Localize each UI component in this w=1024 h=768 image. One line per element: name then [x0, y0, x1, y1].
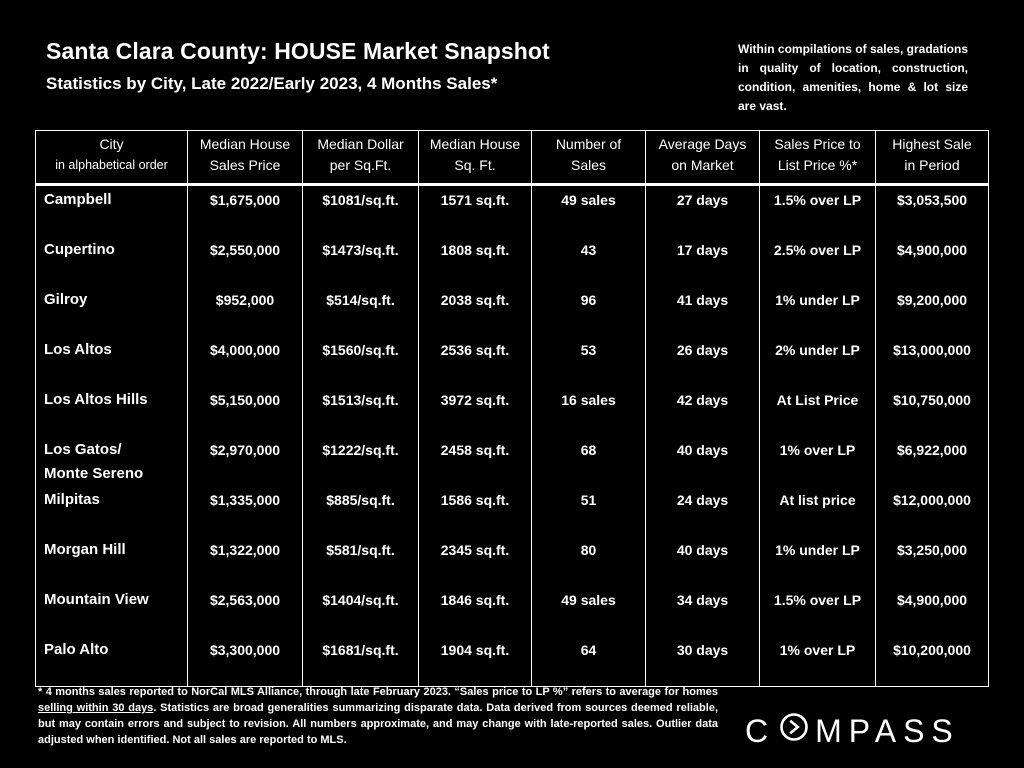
table-row	[36, 636, 989, 687]
column-header-line1: City	[99, 136, 124, 152]
column-header-highest-sale	[876, 131, 989, 185]
median-price-cell: $1,675,000	[188, 185, 303, 237]
highest-sale-cell: $3,053,500	[876, 185, 989, 237]
dollar-per-sqft-cell: $1081/sq.ft.	[303, 185, 419, 237]
table-header-row	[36, 131, 989, 185]
dollar-per-sqft-cell: $1681/sq.ft.	[303, 636, 419, 687]
sales-to-list-cell: 1.5% over LP	[760, 185, 876, 237]
days-on-market-cell: 34 days	[646, 586, 760, 636]
sales-to-list-cell: 1.5% over LP	[760, 586, 876, 636]
dollar-per-sqft-cell: $514/sq.ft.	[303, 286, 419, 336]
logo-text-start: C	[745, 712, 776, 749]
dollar-per-sqft-cell: $1404/sq.ft.	[303, 586, 419, 636]
days-on-market-cell: 27 days	[646, 185, 760, 237]
dollar-per-sqft-cell: $885/sq.ft.	[303, 486, 419, 536]
median-sqft-cell: 1846 sq.ft.	[419, 586, 532, 636]
city-cell	[36, 286, 188, 336]
days-on-market-cell: 26 days	[646, 336, 760, 386]
table-row	[36, 486, 989, 536]
highest-sale-cell: $6,922,000	[876, 436, 989, 486]
city-name: Los Altos Hills	[44, 391, 148, 408]
days-on-market-cell: 17 days	[646, 236, 760, 286]
table-row	[36, 236, 989, 286]
highest-sale-cell: $9,200,000	[876, 286, 989, 336]
table-row	[36, 536, 989, 586]
median-sqft-cell: 1586 sq.ft.	[419, 486, 532, 536]
city-name: Morgan Hill	[44, 541, 126, 558]
highest-sale-cell: $13,000,000	[876, 336, 989, 386]
column-header-days-on-market	[646, 131, 760, 185]
table-row	[36, 286, 989, 336]
column-header-sales-to-list	[760, 131, 876, 185]
column-header-line2: Sales Price	[209, 157, 281, 173]
table-row	[36, 586, 989, 636]
dollar-per-sqft-cell: $1222/sq.ft.	[303, 436, 419, 486]
sales-to-list-cell: 2.5% over LP	[760, 236, 876, 286]
city-cell	[36, 336, 188, 386]
median-price-cell: $2,550,000	[188, 236, 303, 286]
column-header-line2: in Period	[904, 157, 960, 173]
sales-to-list-cell: 1% under LP	[760, 286, 876, 336]
compass-o-icon	[779, 712, 809, 750]
column-header-city	[36, 131, 188, 185]
column-header-line2: List Price %*	[777, 157, 858, 173]
median-sqft-cell: 1571 sq.ft.	[419, 185, 532, 237]
days-on-market-cell: 42 days	[646, 386, 760, 436]
dollar-per-sqft-cell: $581/sq.ft.	[303, 536, 419, 586]
city-cell	[36, 386, 188, 436]
column-header-line1: Average Days	[658, 136, 747, 152]
highest-sale-cell: $3,250,000	[876, 536, 989, 586]
city-name-line2: Monte Sereno	[44, 465, 144, 482]
table-row	[36, 185, 989, 237]
number-of-sales-cell: 68	[532, 436, 646, 486]
median-price-cell: $1,335,000	[188, 486, 303, 536]
days-on-market-cell: 41 days	[646, 286, 760, 336]
table-row	[36, 336, 989, 386]
footnote-text-continued: . Statistics are broad generalities summarizing disparate data. Data derived from sources deemed reliable, but may contain errors and subject to revision. All numbers approximate, and may change with late-reported sales. Outlier data adjusted when identified. Not all sales are reported to MLS.	[38, 702, 719, 746]
median-price-cell: $952,000	[188, 286, 303, 336]
sales-to-list-cell: 1% under LP	[760, 536, 876, 586]
median-sqft-cell: 2536 sq.ft.	[419, 336, 532, 386]
number-of-sales-cell: 43	[532, 236, 646, 286]
column-header-line1: Number of	[555, 136, 622, 152]
sales-to-list-cell: 1% over LP	[760, 436, 876, 486]
median-sqft-cell: 2345 sq.ft.	[419, 536, 532, 586]
city-cell	[36, 236, 188, 286]
median-price-cell: $4,000,000	[188, 336, 303, 386]
dollar-per-sqft-cell: $1473/sq.ft.	[303, 236, 419, 286]
table-row	[36, 386, 989, 436]
number-of-sales-cell: 53	[532, 336, 646, 386]
median-sqft-cell: 2458 sq.ft.	[419, 436, 532, 486]
days-on-market-cell: 30 days	[646, 636, 760, 687]
column-header-line2: in alphabetical order	[55, 158, 168, 172]
column-header-median-sqft	[419, 131, 532, 185]
dollar-per-sqft-cell: $1560/sq.ft.	[303, 336, 419, 386]
footnote-underlined-text: selling within 30 days	[38, 702, 154, 714]
sales-to-list-cell: 2% under LP	[760, 336, 876, 386]
median-sqft-cell: 1808 sq.ft.	[419, 236, 532, 286]
median-price-cell: $2,970,000	[188, 436, 303, 486]
city-cell	[36, 636, 188, 687]
days-on-market-cell: 40 days	[646, 436, 760, 486]
column-header-line1: Highest Sale	[892, 136, 972, 152]
highest-sale-cell: $12,000,000	[876, 486, 989, 536]
column-header-dollar-per-sqft	[303, 131, 419, 185]
column-header-median-price	[188, 131, 303, 185]
highest-sale-cell: $4,900,000	[876, 586, 989, 636]
footnote	[38, 684, 718, 748]
city-name: Los Altos	[44, 341, 112, 358]
median-price-cell: $1,322,000	[188, 536, 303, 586]
logo-text-end: MPASS	[815, 712, 960, 749]
days-on-market-cell: 24 days	[646, 486, 760, 536]
number-of-sales-cell: 51	[532, 486, 646, 536]
column-header-line1: Sales Price to	[774, 136, 861, 152]
median-price-cell: $3,300,000	[188, 636, 303, 687]
column-header-line2: Sq. Ft.	[454, 157, 496, 173]
city-name: Campbell	[44, 191, 112, 208]
column-header-line1: Median House	[429, 136, 521, 152]
highest-sale-cell: $10,200,000	[876, 636, 989, 687]
city-cell	[36, 536, 188, 586]
highest-sale-cell: $10,750,000	[876, 386, 989, 436]
column-header-line1: Median Dollar	[317, 136, 404, 152]
column-header-line1: Median House	[199, 136, 291, 152]
median-sqft-cell: 1904 sq.ft.	[419, 636, 532, 687]
city-name: Gilroy	[44, 291, 88, 308]
city-name: Los Gatos/	[44, 441, 122, 458]
table-row	[36, 436, 989, 486]
city-name: Palo Alto	[44, 641, 109, 658]
number-of-sales-cell: 49 sales	[532, 185, 646, 237]
column-header-line2: Sales	[570, 157, 607, 173]
footnote-text: * 4 months sales reported to NorCal MLS Alliance, through late February 2023. “Sales price to LP %” refers to average for homes	[38, 686, 718, 698]
sales-to-list-cell: At List Price	[760, 386, 876, 436]
city-cell	[36, 185, 188, 237]
city-cell	[36, 486, 188, 536]
city-cell	[36, 436, 188, 486]
median-sqft-cell: 2038 sq.ft.	[419, 286, 532, 336]
median-price-cell: $5,150,000	[188, 386, 303, 436]
city-name: Mountain View	[44, 591, 149, 608]
market-snapshot-table	[35, 130, 989, 687]
page-subtitle: Statistics by City, Late 2022/Early 2023, 4 Months Sales*	[46, 74, 498, 93]
page-title: Santa Clara County: HOUSE Market Snapshot	[46, 38, 550, 64]
city-name: Milpitas	[44, 491, 100, 508]
sales-to-list-cell: At list price	[760, 486, 876, 536]
column-header-line2: per Sq.Ft.	[329, 157, 392, 173]
disclaimer-note: Within compilations of sales, gradations in quality of location, construction, condition, amenities, home & lot size are vast.	[738, 42, 968, 113]
number-of-sales-cell: 16 sales	[532, 386, 646, 436]
median-price-cell: $2,563,000	[188, 586, 303, 636]
number-of-sales-cell: 49 sales	[532, 586, 646, 636]
number-of-sales-cell: 80	[532, 536, 646, 586]
city-name: Cupertino	[44, 241, 115, 258]
column-header-number-of-sales	[532, 131, 646, 185]
compass-logo	[745, 712, 960, 750]
sales-to-list-cell: 1% over LP	[760, 636, 876, 687]
column-header-line2: on Market	[671, 157, 734, 173]
dollar-per-sqft-cell: $1513/sq.ft.	[303, 386, 419, 436]
highest-sale-cell: $4,900,000	[876, 236, 989, 286]
number-of-sales-cell: 96	[532, 286, 646, 336]
median-sqft-cell: 3972 sq.ft.	[419, 386, 532, 436]
city-cell	[36, 586, 188, 636]
days-on-market-cell: 40 days	[646, 536, 760, 586]
number-of-sales-cell: 64	[532, 636, 646, 687]
